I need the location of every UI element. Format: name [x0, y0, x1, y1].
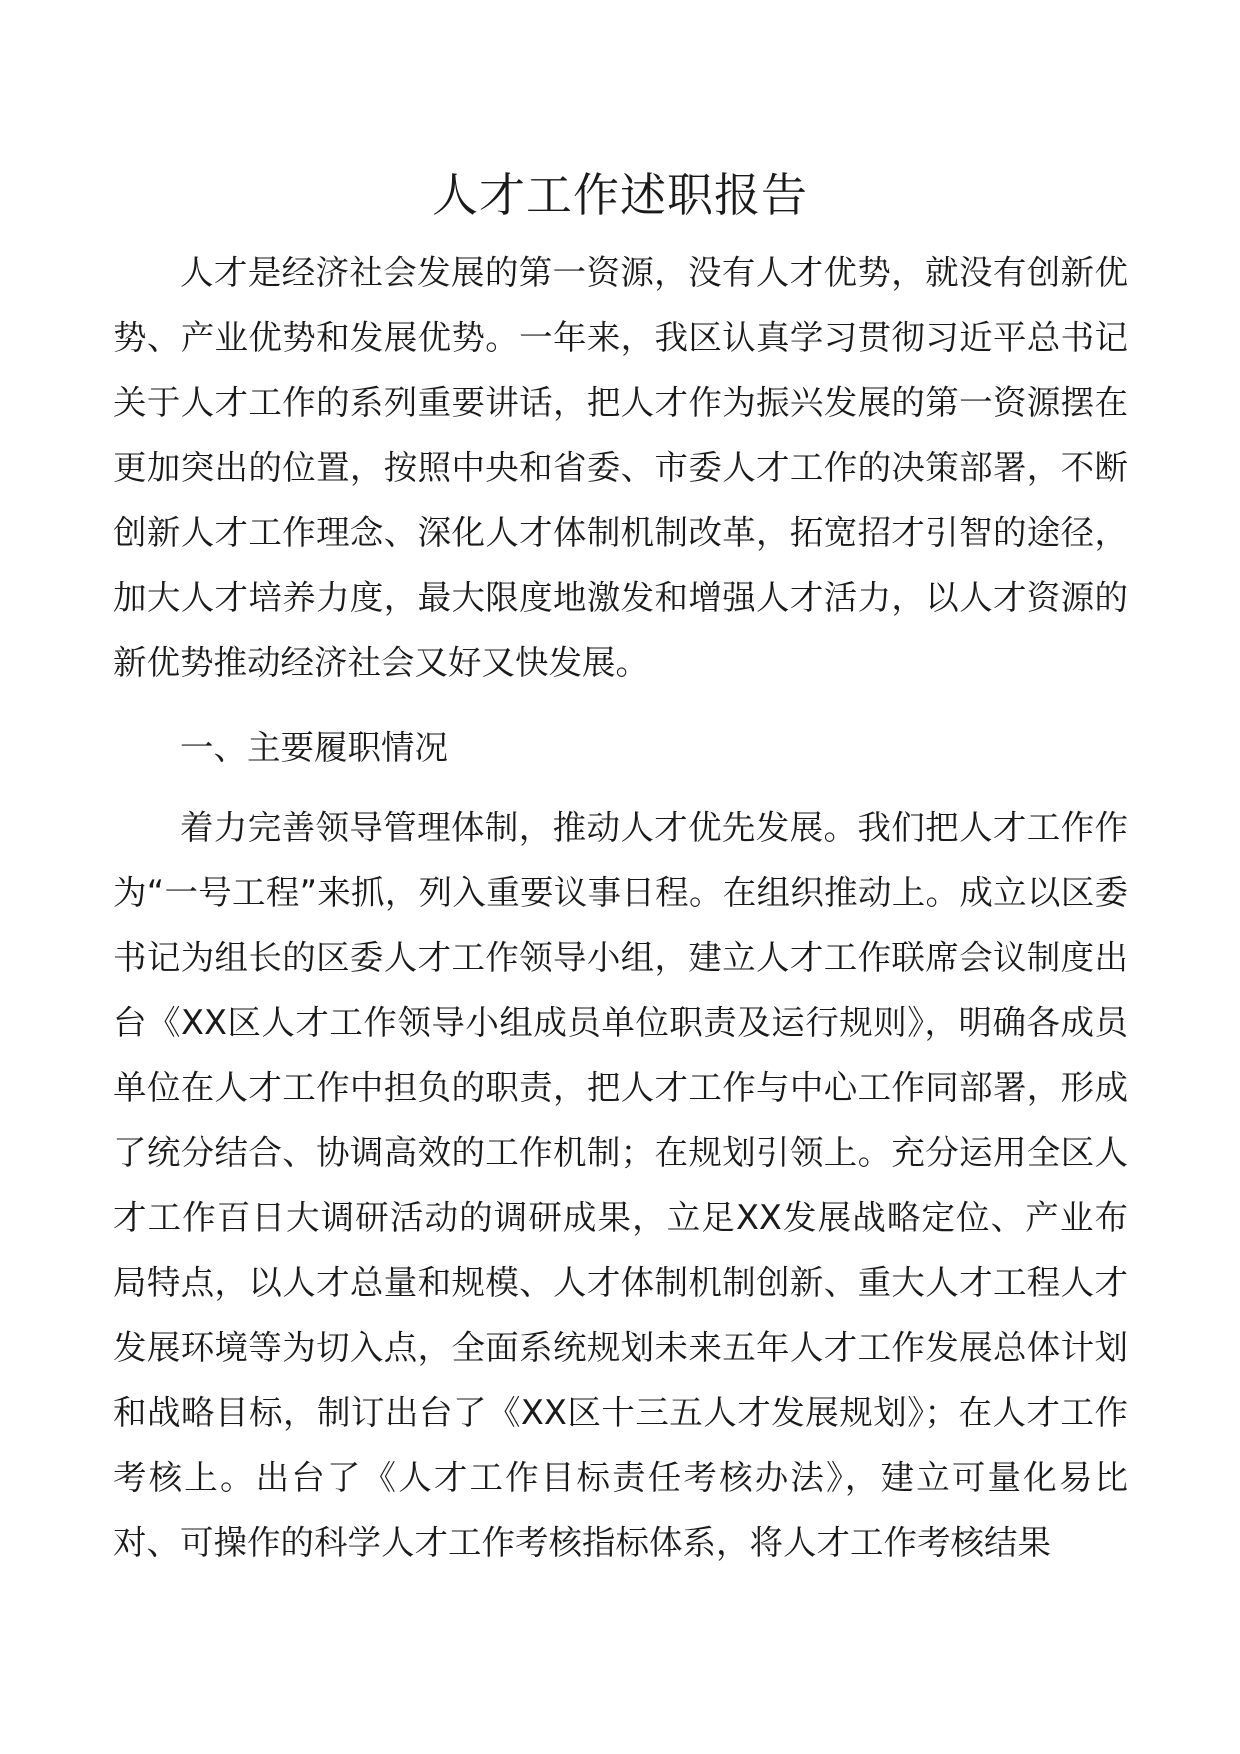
intro-paragraph: 人才是经济社会发展的第一资源，没有人才优势，就没有创新优势、产业优势和发展优势。一年来，我区认真学习贯彻习近平总书记关于人才工作的系列重要讲话，把人才作为振兴发展的第一资源摆在更加突出的位置，按照中央和省委、市委人才工作的决策部署，不断创新人才工作理念、深化人才体制机制改革，拓宽招才引智的途径，加大人才培养力度，最大限度地激发和增强人才活力，以人才资源的新优势推动经济社会又好又快发展。	[113, 253, 1128, 682]
body-paragraph: 着力完善领导管理体制，推动人才优先发展。我们把人才工作作为“一号工程”来抓，列入重要议事日程。在组织推动上。成立以区委书记为组长的区委人才工作领导小组，建立人才工作联席会议制度出台《XX区人才工作领导小组成员单位职责及运行规则》，明确各成员单位在人才工作中担负的职责，把人才工作与中心工作同部署，形成了统分结合、协调高效的工作机制；在规划引领上。充分运用全区人才工作百日大调研活动的调研成果，立足XX发展战略定位、产业布局特点，以人才总量和规模、人才体制机制创新、重大人才工程人才发展环境等为切入点，全面系统规划未来五年人才工作发展总体计划和战略目标，制订出台了《XX区十三五人才发展规划》；在人才工作考核上。出台了《人才工作目标责任考核办法》，建立可量化易比对、可操作的科学人才工作考核指标体系，将人才工作考核结果	[113, 808, 1128, 1562]
section-heading: 一、主要履职情况	[180, 728, 448, 767]
document-title: 人才工作述职报告	[432, 168, 808, 222]
